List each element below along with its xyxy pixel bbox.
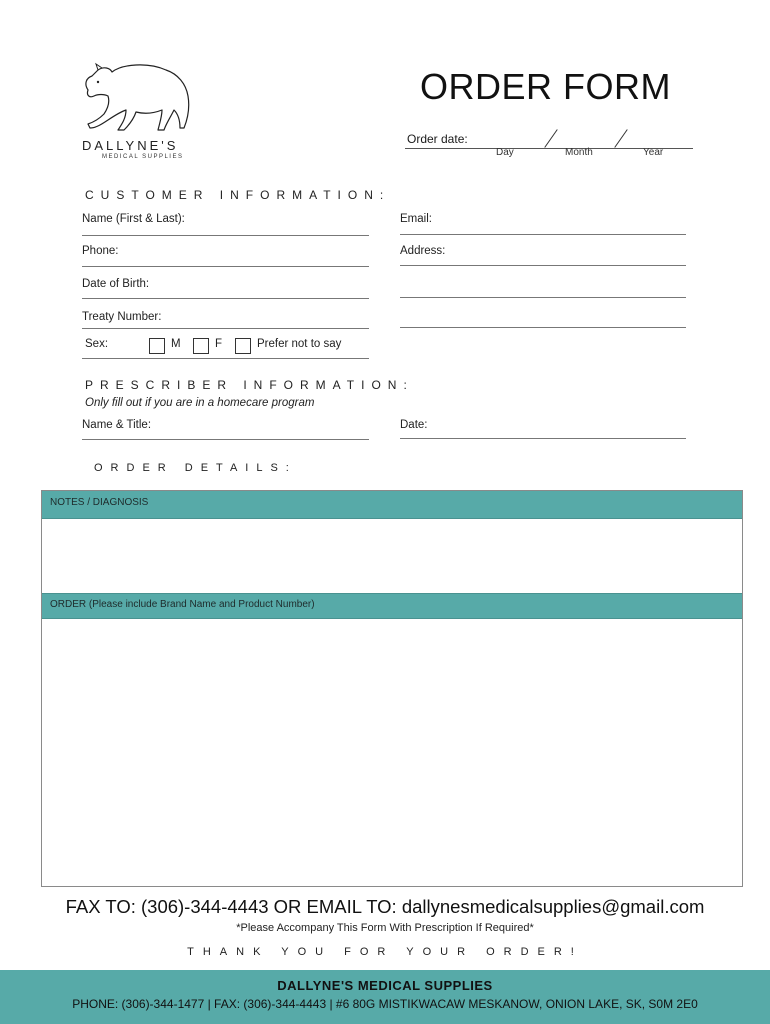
- bear-icon: [78, 60, 198, 138]
- order-textarea[interactable]: [42, 619, 742, 886]
- prescription-note: *Please Accompany This Form With Prescription If Required*: [236, 922, 534, 934]
- day-label: Day: [496, 147, 514, 158]
- order-details-heading: ORDER DETAILS:: [94, 462, 297, 474]
- prescriber-note: Only fill out if you are in a homecare program: [85, 397, 315, 409]
- logo-name: DALLYNE'S: [82, 138, 179, 153]
- sex-m-label: M: [171, 338, 181, 350]
- name-label: Name (First & Last):: [82, 213, 185, 225]
- address-label: Address:: [400, 245, 446, 257]
- order-header: [42, 593, 742, 619]
- logo-subtitle: MEDICAL SUPPLIES: [102, 154, 184, 160]
- phone-label: Phone:: [82, 245, 119, 257]
- order-details-table: [41, 490, 743, 887]
- prescriber-date-label: Date:: [400, 419, 428, 431]
- order-date-label: Order date:: [407, 132, 468, 146]
- sex-prefer-checkbox[interactable]: [235, 338, 251, 354]
- name-field[interactable]: [82, 235, 369, 236]
- company-logo: [78, 60, 218, 165]
- notes-header-label: NOTES / DIAGNOSIS: [50, 497, 149, 508]
- prescriber-name-field[interactable]: [82, 439, 369, 440]
- treaty-label: Treaty Number:: [82, 311, 162, 323]
- sex-f-checkbox[interactable]: [193, 338, 209, 354]
- sex-row-line: [82, 358, 369, 359]
- footer: [0, 970, 770, 1024]
- customer-section-heading: CUSTOMER INFORMATION:: [85, 188, 391, 202]
- dob-field[interactable]: [82, 298, 369, 299]
- prescriber-date-field[interactable]: [400, 438, 686, 439]
- notes-header: [42, 491, 742, 519]
- address-line-3[interactable]: [400, 327, 686, 328]
- dob-label: Date of Birth:: [82, 278, 150, 290]
- treaty-field[interactable]: [82, 328, 369, 329]
- fax-email-line: FAX TO: (306)-344-4443 OR EMAIL TO: dallynesmedicalsupplies@gmail.com: [65, 896, 705, 917]
- prescriber-name-label: Name & Title:: [82, 419, 152, 431]
- footer-company-name: DALLYNE'S MEDICAL SUPPLIES: [277, 978, 493, 993]
- year-label: Year: [643, 147, 664, 158]
- address-field[interactable]: [400, 265, 686, 266]
- thank-you-text: THANK YOU FOR YOUR ORDER!: [187, 946, 583, 958]
- footer-contact-info: PHONE: (306)-344-1477 | FAX: (306)-344-4443 | #6 80G MISTIKWACAW MESKANOW, ONION LAKE, SK, S0M 2E0: [72, 997, 698, 1011]
- email-field[interactable]: [400, 234, 686, 235]
- sex-prefer-label: Prefer not to say: [257, 338, 342, 350]
- month-label: Month: [565, 147, 593, 158]
- date-separator: [614, 129, 627, 148]
- prescriber-section-heading: PRESCRIBER INFORMATION:: [85, 378, 414, 392]
- sex-f-label: F: [215, 338, 223, 350]
- sex-label: Sex:: [85, 338, 109, 350]
- notes-textarea[interactable]: [42, 519, 742, 593]
- order-header-label: ORDER (Please include Brand Name and Product Number): [50, 599, 315, 610]
- address-line-2[interactable]: [400, 297, 686, 298]
- sex-m-checkbox[interactable]: [149, 338, 165, 354]
- email-label: Email:: [400, 213, 432, 225]
- page-title: ORDER FORM: [420, 66, 671, 107]
- phone-field[interactable]: [82, 266, 369, 267]
- date-separator: [544, 129, 557, 148]
